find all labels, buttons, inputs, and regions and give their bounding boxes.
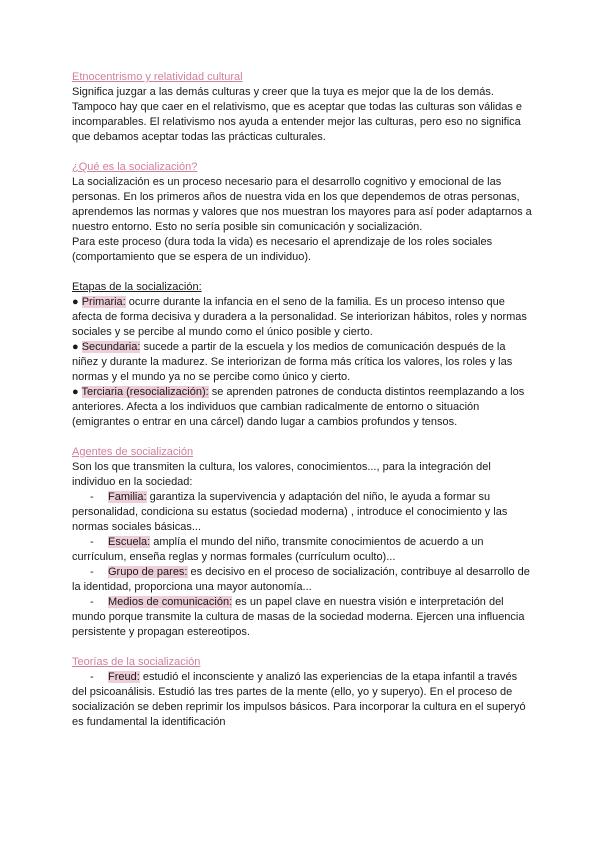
dash-icon: - bbox=[90, 596, 94, 608]
section-title-socializacion: ¿Qué es la socialización? bbox=[72, 161, 198, 173]
agent-item-escuela bbox=[72, 535, 532, 565]
agent-text-familia: garantiza la supervivencia y adaptación del niño, le ayuda a formar su personalidad, condiciona su estatus (sociedad moderna) , introduce el conocimiento y las normas sociales básicas... bbox=[72, 491, 508, 533]
agent-label-medios: Medios de comunicación: bbox=[108, 596, 233, 608]
stage-text-primaria: ocurre durante la infancia en el seno de la familia. Es un proceso intenso que afecta de forma decisiva y duradera a la personalidad. Se interiorizan hábitos, roles y normas sociales y se percibe al mundo como el único posible y cierto. bbox=[72, 296, 527, 338]
theory-label-freud: Freud: bbox=[108, 671, 140, 683]
paragraph-socializacion-2: Para este proceso (dura toda la vida) es necesario el aprendizaje de los roles sociales (comportamiento que se espera de un individuo). bbox=[72, 236, 493, 263]
agent-item-grupo-pares bbox=[72, 565, 532, 595]
dash-icon: - bbox=[90, 566, 94, 578]
stage-text-secundaria: sucede a partir de la escuela y los medios de comunicación después de la niñez y durante la madurez. Se interiorizan de forma más crítica los valores, los roles y las normas y el mundo ya no se percibe como único y cierto. bbox=[72, 341, 513, 383]
paragraph-socializacion-1: La socialización es un proceso necesario para el desarrollo cognitivo y emocional de las personas. En los primeros años de nuestra vida en los que dependemos de otras personas, aprendemos las normas y valores que nos muestran los mayores para así poder adaptarnos a nuestro entorno. Esto no sería posible sin comunicación y socialización. bbox=[72, 176, 532, 233]
stage-item-primaria bbox=[72, 295, 532, 340]
agent-label-escuela: Escuela: bbox=[108, 536, 151, 548]
dash-icon: - bbox=[90, 671, 94, 683]
document-page bbox=[72, 70, 532, 730]
stage-item-terciaria bbox=[72, 385, 532, 430]
paragraph-etnocentrismo: Significa juzgar a las demás culturas y creer que la tuya es mejor que la de los demás. Tampoco hay que caer en el relativismo, que es aceptar que todas las culturas son válidas e incomparables. El relativismo nos ayuda a entender mejor las culturas, pero eso no significa que debamos aceptar todas las prácticas culturales. bbox=[72, 86, 523, 143]
agent-item-familia bbox=[72, 490, 532, 535]
bullet-icon: ● bbox=[72, 341, 79, 353]
paragraph-agentes-intro: Son los que transmiten la cultura, los valores, conocimientos..., para la integración del individuo en la sociedad: bbox=[72, 461, 491, 488]
section-title-etnocentrismo: Etnocentrismo y relatividad cultural bbox=[72, 71, 243, 83]
agent-text-grupo-pares: es decisivo en el proceso de socialización, contribuye al desarrollo de la identidad, proporciona una mayor autonomía... bbox=[72, 566, 530, 593]
agent-label-familia: Familia: bbox=[108, 491, 147, 503]
stage-label-secundaria: Secundaria: bbox=[81, 341, 141, 353]
stage-text-terciaria: se aprenden patrones de conducta distintos reemplazando a los anteriores. Afecta a los individuos que cambian radicalmente de entorno o situación (emigrantes o entrar en una cárcel) dando lugar a cambios profundos y tensos. bbox=[72, 386, 525, 428]
bullet-icon: ● bbox=[72, 386, 79, 398]
stage-item-secundaria bbox=[72, 340, 532, 385]
agent-item-medios bbox=[72, 595, 532, 640]
bullet-icon: ● bbox=[72, 296, 79, 308]
agent-text-medios: es un papel clave en nuestra visión e interpretación del mundo porque transmite la cultura de masas de la sociedad moderna. Ejercen una influencia persistente y propagan estereotipos. bbox=[72, 596, 525, 638]
section-title-teorias: Teorías de la socialización bbox=[72, 656, 201, 668]
dash-icon: - bbox=[90, 536, 94, 548]
agent-label-grupo-pares: Grupo de pares: bbox=[108, 566, 188, 578]
theory-text-freud: estudió el inconsciente y analizó las experiencias de la etapa infantil a través del psicoanálisis. Estudió las tres partes de la mente (ello, yo y superyo). En el proceso de socialización se deben reprimir los impulsos básicos. Para incorporar la cultura en el superyó es fundamental la identificación bbox=[72, 671, 526, 728]
stage-label-terciaria: Terciaria (resocialización): bbox=[81, 386, 209, 398]
stage-label-primaria: Primaria: bbox=[81, 296, 126, 308]
dash-icon: - bbox=[90, 491, 94, 503]
section-title-agentes: Agentes de socialización bbox=[72, 446, 194, 458]
theory-item-freud bbox=[72, 670, 532, 730]
section-title-etapas: Etapas de la socialización: bbox=[72, 281, 202, 293]
agent-text-escuela: amplía el mundo del niño, transmite conocimientos de acuerdo a un currículum, enseña reglas y normas formales (currículum oculto)... bbox=[72, 536, 484, 563]
